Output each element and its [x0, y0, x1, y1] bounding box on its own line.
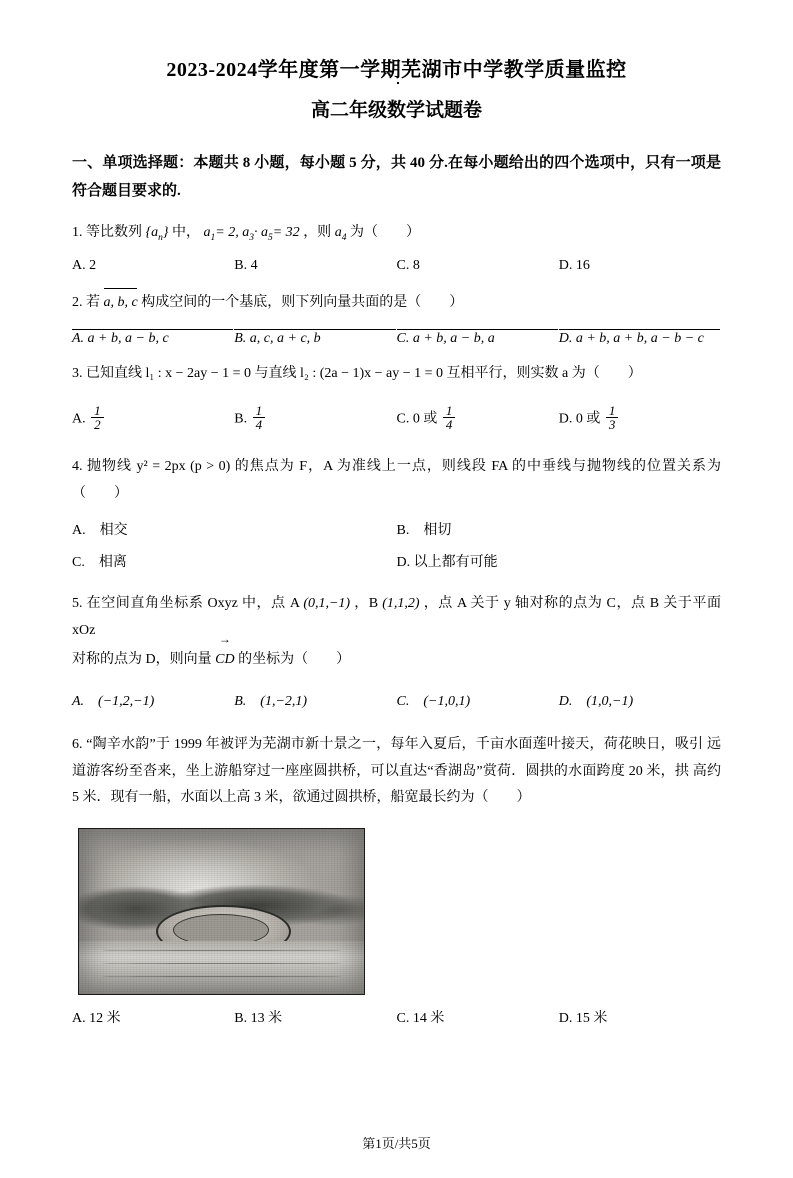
- q4-stem: 抛物线 y² = 2px (p > 0) 的焦点为 F，A 为准线上一点，则线段 FA 的中垂线与抛物线的位置关系为（ ）: [72, 458, 721, 501]
- q6-option-d[interactable]: D. 15 米: [558, 1010, 608, 1026]
- q5-num: 5.: [72, 596, 83, 612]
- q5-stem-1: 在空间直角坐标系 Oxyz 中，点 A: [86, 596, 300, 612]
- question-3: [72, 361, 721, 388]
- q3-option-b[interactable]: B. $\frac{1}{4}$: [234, 404, 396, 432]
- q3-option-c[interactable]: C. 0 或 $\frac{1}{4}$: [397, 404, 559, 432]
- q5-point-a: (0,1,−1): [303, 596, 351, 612]
- question-2: [72, 288, 721, 317]
- question-5: [72, 591, 721, 674]
- q3-stem: 已知直线 l₁ : x − 2ay − 1 = 0 与直线 l₂ : (2a − 1)x − ay − 1 = 0 互相平行，则实数 a 为（ ）: [86, 366, 642, 382]
- question-5-options: [72, 690, 721, 710]
- q6-stem-line2: 远道游客纷至沓来，坐上游船穿过一座座圆拱桥，可以直达“香湖岛”赏荷．圆拱的水面跨度 20 米，拱: [72, 736, 721, 779]
- q2-num: 2.: [72, 295, 83, 311]
- q2-stem-b: 构成空间的一个基底，则下列向量共面的是（ ）: [141, 295, 464, 311]
- page-title: 2023-2024学年度第一学期芜湖市中学教学质量监控: [166, 59, 627, 81]
- question-4-options-row1: [72, 519, 721, 539]
- q3-option-a-fraction: $\frac{1}{2}$: [91, 404, 104, 432]
- q5-option-c[interactable]: C. (−1,0,1): [396, 693, 471, 709]
- question-6: [72, 732, 721, 812]
- question-1-options: [72, 258, 721, 274]
- q5-vector-cd: → CD: [215, 644, 234, 674]
- q3-option-d-fraction: $\frac{1}{3}$: [606, 404, 619, 432]
- q2-option-a[interactable]: A. a + b, a − b, c: [72, 329, 234, 347]
- q4-option-d[interactable]: D. 以上都有可能: [396, 555, 498, 571]
- q2-basis-vectors: a, b, c: [104, 288, 138, 317]
- q1-sequence: $\{a_n\}$: [145, 224, 169, 243]
- q1-num: 1.: [72, 224, 83, 240]
- q1-option-b[interactable]: B. 4: [234, 258, 258, 274]
- photo-vignette: [79, 829, 364, 994]
- q2-stem-a: 若: [86, 295, 100, 311]
- page-footer: 第1页/共5页: [362, 1136, 431, 1151]
- q6-option-b[interactable]: B. 13 米: [234, 1010, 283, 1026]
- q3-option-a[interactable]: A. $\frac{1}{2}$: [72, 404, 234, 432]
- q6-option-a[interactable]: A. 12 米: [72, 1010, 121, 1026]
- page-top-dot: [397, 82, 399, 84]
- q5-stem-5: 的坐标为（ ）: [238, 652, 351, 668]
- section-heading: [72, 149, 721, 206]
- q5-stem-2: ，B: [354, 596, 379, 612]
- q5-stem-4: 对称的点为 D，则向量: [72, 652, 212, 668]
- exam-page: [0, 56, 793, 1178]
- q3-num: 3.: [72, 366, 83, 382]
- page-subtitle: 高二年级数学试题卷: [310, 100, 482, 121]
- q4-option-a[interactable]: A. 相交: [72, 523, 128, 539]
- q1-option-d[interactable]: D. 16: [558, 258, 590, 274]
- q1-cond1: $a_1= 2$,: [203, 224, 239, 243]
- question-6-options: [72, 1007, 721, 1027]
- section-desc: 本题共 8 小题，每小题 5 分，共 40 分.在每小题给出的四个选项中，只有一项是符合题目要求的.: [72, 154, 721, 200]
- q2-option-d[interactable]: D. a + b, a + b, a − b − c: [559, 329, 721, 347]
- question-4-options-row2: [72, 551, 721, 571]
- q4-num: 4.: [72, 458, 83, 474]
- q6-stem-line3: 高约 5 米．现有一船，水面以上高 3 米，欲通过圆拱桥，船宽最长约为（ ）: [72, 763, 721, 806]
- q2-option-b[interactable]: B. a, c, a + c, b: [234, 329, 396, 347]
- q4-option-c[interactable]: C. 相离: [72, 555, 127, 571]
- q1-option-a[interactable]: A. 2: [72, 258, 97, 274]
- section-label: 一、单项选择题：: [72, 154, 194, 171]
- question-2-options: [72, 329, 721, 347]
- q1-stem-d: 为（ ）: [349, 224, 420, 240]
- question-1: [72, 220, 721, 247]
- q5-option-a[interactable]: A. (−1,2,−1): [72, 693, 155, 709]
- q1-stem-b: 中，: [171, 224, 200, 240]
- q1-cond2: $a_3\cdot a_5= 32$: [242, 224, 300, 243]
- q5-option-d[interactable]: D. (1,0,−1): [558, 693, 634, 709]
- q3-option-c-fraction: $\frac{1}{4}$: [443, 404, 456, 432]
- q1-option-c[interactable]: C. 8: [396, 258, 420, 274]
- question-4: [72, 454, 721, 507]
- q4-option-b[interactable]: B. 相切: [396, 523, 452, 539]
- q5-point-b: (1,1,2): [382, 596, 420, 612]
- question-3-options: [72, 404, 721, 432]
- q5-stem-3: ，点 A 关于 y 轴对称的点为 C，点 B 关于平面 xOz: [72, 596, 722, 638]
- q2-option-c[interactable]: C. a + b, a − b, a: [397, 329, 559, 347]
- q3-option-d[interactable]: D. 0 或 $\frac{1}{3}$: [559, 404, 721, 432]
- q5-option-b[interactable]: B. (1,−2,1): [234, 693, 308, 709]
- q3-option-b-fraction: $\frac{1}{4}$: [253, 404, 266, 432]
- q1-stem-a: 等比数列: [86, 224, 142, 240]
- q6-num: 6.: [72, 736, 83, 752]
- arch-bridge-photo: [78, 828, 365, 995]
- q1-stem-c: ，则: [303, 224, 332, 240]
- q1-target: $a_4$: [334, 224, 347, 243]
- q6-option-c[interactable]: C. 14 米: [396, 1010, 445, 1026]
- q6-stem-line1: “陶辛水韵”于 1999 年被评为芜湖市新十景之一，每年入夏后，千亩水面莲叶接天，荷花映日，吸引: [86, 736, 704, 752]
